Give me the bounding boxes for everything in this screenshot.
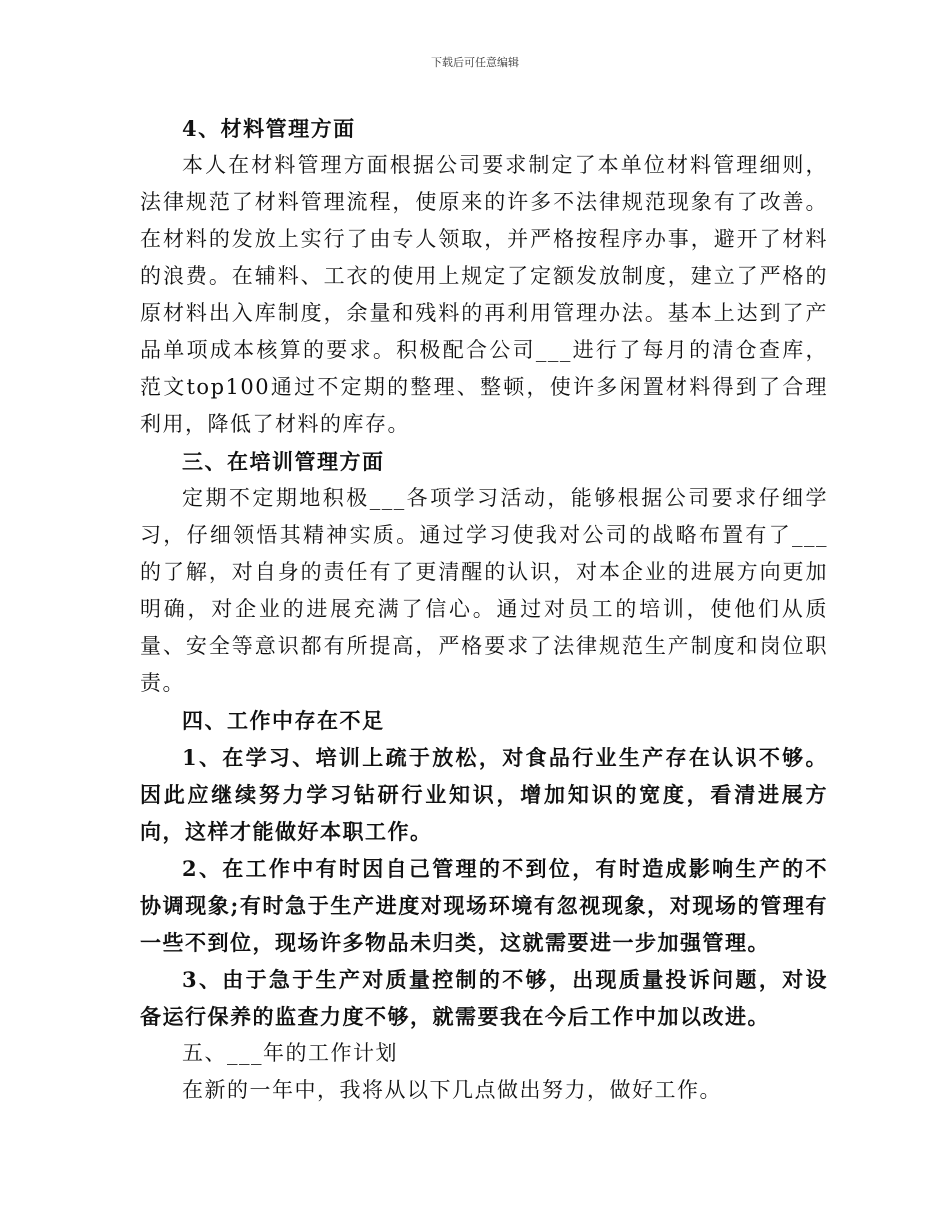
paragraph-work-plan: 在新的一年中，我将从以下几点做出努力，做好工作。 <box>182 1078 722 1102</box>
section-heading-material-management: 4、材料管理方面 <box>182 116 356 141</box>
paragraph-shortcoming-2: 2、在工作中有时因自己管理的不到位，有时造成影响生产的不协调现象;有时急于生产进度对现场环境有忽视现象，对现场的管理有一些不到位，现场许多物品未归类，这就需要进一步加强管理。 <box>140 856 828 955</box>
paragraph-shortcoming-3: 3、由于急于生产对质量控制的不够，出现质量投诉问题，对设备运行保养的监查力度不够，就需要我在今后工作中加以改进。 <box>140 967 828 1029</box>
section-heading-training-management: 三、在培训管理方面 <box>182 449 385 474</box>
paragraph-training-management: 定期不定期地积极___各项学习活动，能够根据公司要求仔细学习，仔细领悟其精神实质。通过学习使我对公司的战略布置有了___的了解，对自身的责任有了更清醒的认识，对本企业的进展方向更加明确，对企业的进展充满了信心。通过对员工的培训，使他们从质量、安全等意识都有所提高，严格要求了法律规范生产制度和岗位职责。 <box>140 486 828 695</box>
paragraph-material-management: 本人在材料管理方面根据公司要求制定了本单位材料管理细则，法律规范了材料管理流程，使原来的许多不法律规范现象有了改善。在材料的发放上实行了由专人领取，并严格按程序办事，避开了材料的浪费。在辅料、工衣的使用上规定了定额发放制度，建立了严格的原材料出入库制度，余量和残料的再利用管理办法。基本上达到了产品单项成本核算的要求。积极配合公司___进行了每月的清仓查库，范文top100通过不定期的整理、整顿，使许多闲置材料得到了合理利用，降低了材料的库存。 <box>140 153 828 436</box>
section-heading-work-plan: 五、___年的工作计划 <box>182 1041 398 1065</box>
document-body <box>140 110 828 1109</box>
section-heading-shortcomings: 四、工作中存在不足 <box>182 708 385 733</box>
header-note: 下载后可任意编辑 <box>431 56 519 69</box>
paragraph-shortcoming-1: 1、在学习、培训上疏于放松，对食品行业生产存在认识不够。因此应继续努力学习钻研行业知识，增加知识的宽度，看清进展方向，这样才能做好本职工作。 <box>140 745 828 844</box>
